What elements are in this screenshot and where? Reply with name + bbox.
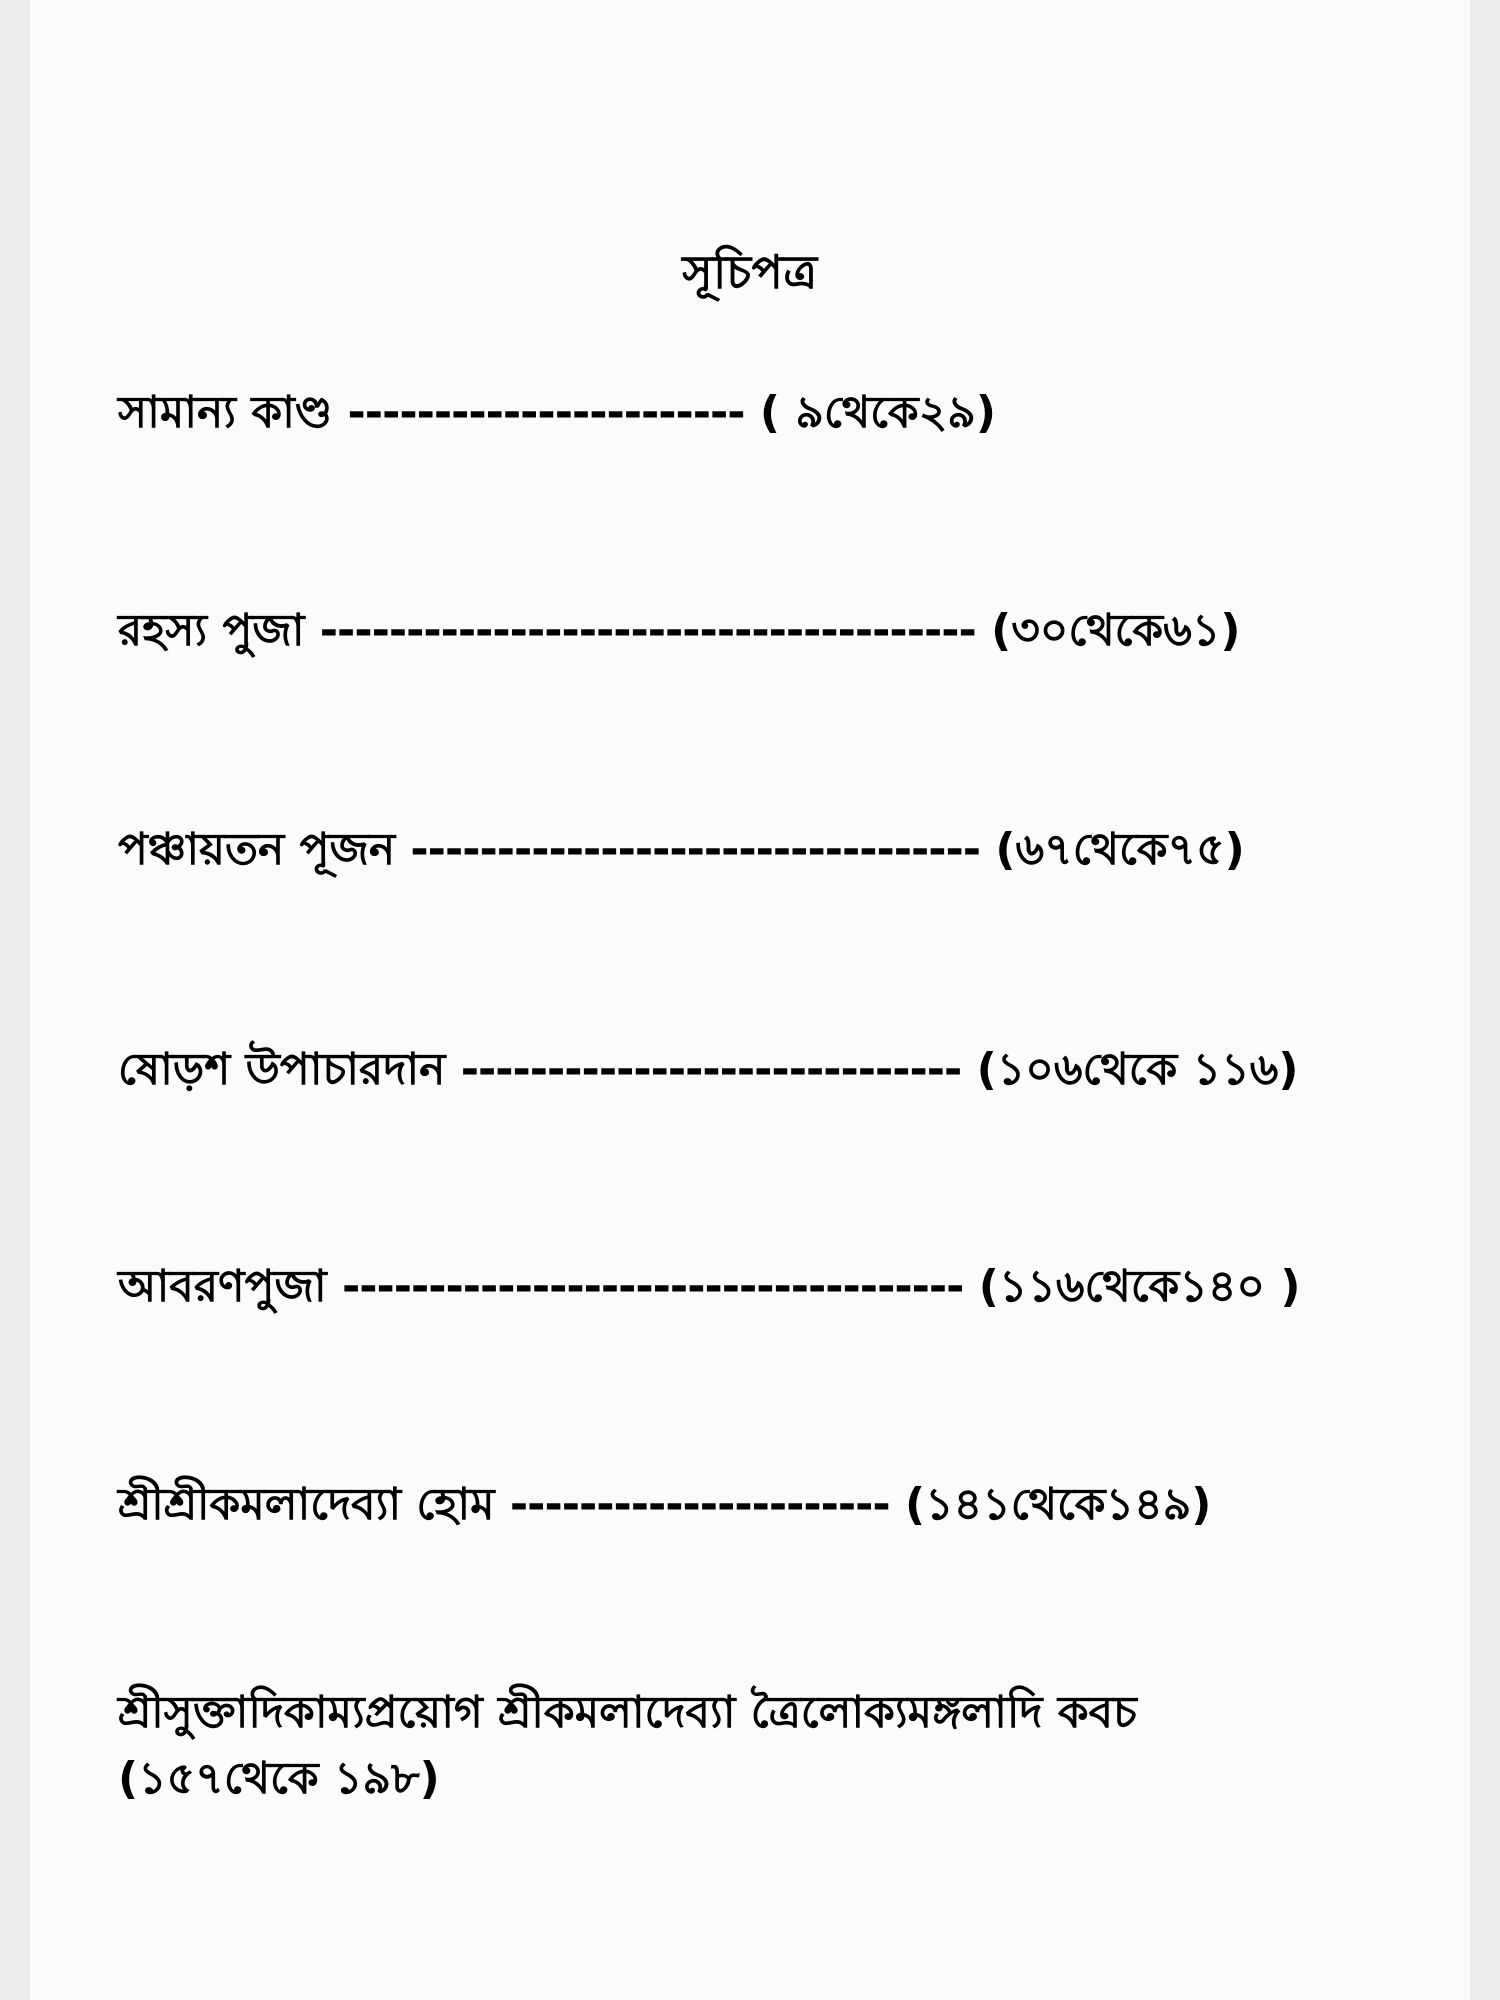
toc-entry-leader: -------------------------------------- (319, 605, 976, 656)
toc-entry-leader: ----------------------- (347, 387, 745, 438)
toc-entry-label: ষোড়শ উপাচারদান (118, 1044, 446, 1095)
toc-entry-leader: ------------------------------------ (341, 1261, 964, 1312)
toc-entry (118, 606, 1240, 657)
toc-entry-leader: ----------------------------- (460, 1044, 962, 1095)
toc-entry-pages: (১০৬থেকে ১১৬) (976, 1044, 1299, 1095)
toc-entry-pages: (৩০থেকে৬১) (991, 605, 1241, 656)
document-page (30, 0, 1470, 2000)
toc-entry-label: আবরণপুজা (118, 1261, 327, 1312)
toc-entry-pages: (১৫৭থেকে ১৯৮) (118, 1753, 440, 1804)
toc-entry-label: শ্রীসুক্তাদিকাম্যপ্রয়োগ শ্রীকমলাদেব্যা ত্রৈলোক্যমঙ্গলাদি কবচ (118, 1687, 1137, 1738)
toc-entry (118, 388, 996, 439)
toc-entry (118, 1680, 1378, 1812)
toc-entry (118, 1045, 1298, 1096)
toc-entry-label: শ্রীশ্রীকমলাদেব্যা হোম (118, 1479, 495, 1530)
toc-entry-label: পঞ্চায়তন পূজন (118, 824, 396, 875)
toc-entry (118, 1262, 1300, 1313)
toc-entry-pages: ( ৯থেকে২৯) (759, 387, 996, 438)
toc-entry-pages: (১১৬থেকে১৪০ ) (978, 1261, 1301, 1312)
toc-entry-leader: ---------------------- (509, 1479, 890, 1530)
toc-entry-leader: --------------------------------- (410, 824, 981, 875)
toc-entry (118, 825, 1245, 876)
toc-entry (118, 1480, 1211, 1531)
toc-entry-label: সামান্য কাণ্ড (118, 387, 333, 438)
toc-entry-label: রহস্য পুজা (118, 605, 305, 656)
toc-entry-pages: (৬৭থেকে৭৫) (995, 824, 1245, 875)
toc-entry-pages: (১৪১থেকে১৪৯) (905, 1479, 1212, 1530)
page-title: সূচিপত্র (682, 245, 818, 299)
